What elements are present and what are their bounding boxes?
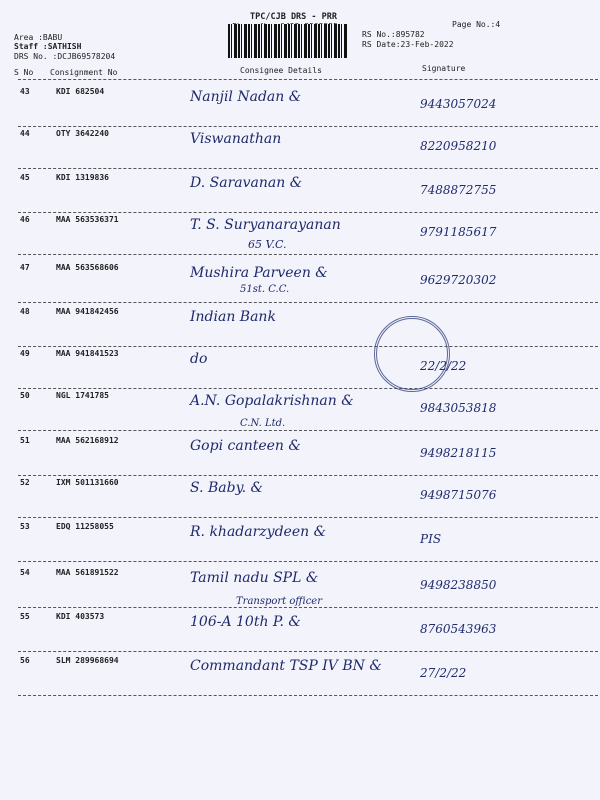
- row-sno: 52: [20, 478, 30, 487]
- row-signature: 8220958210: [420, 139, 497, 153]
- r47-line2: 51st. C.C.: [240, 284, 290, 295]
- row-signature: PIS: [420, 532, 442, 546]
- row-divider: [18, 430, 598, 431]
- row-consignee: Gopi canteen &: [190, 438, 301, 454]
- row-consignee: Viswanathan: [190, 131, 282, 147]
- row-consignee: Tamil nadu SPL &: [190, 570, 319, 586]
- row-consignee: A.N. Gopalakrishnan &: [190, 393, 354, 409]
- row-sno: 53: [20, 522, 30, 531]
- area-label: Area :BABU: [14, 33, 63, 42]
- row-consignee: D. Saravanan &: [190, 175, 303, 191]
- row-divider: [18, 561, 598, 562]
- row-consignment: KDI 682504: [56, 87, 105, 96]
- row-consignment: MAA 561891522: [56, 568, 119, 577]
- row-signature: 8760543963: [420, 622, 497, 636]
- row-divider: [18, 168, 598, 169]
- row-consignment: IXM 501131660: [56, 478, 119, 487]
- page-number: Page No.:4: [452, 20, 501, 29]
- bank-seal-stamp: [374, 316, 450, 392]
- row-consignee: Nanjil Nadan &: [190, 89, 302, 105]
- row-consignment: MAA 563536371: [56, 215, 119, 224]
- row-sno: 45: [20, 173, 30, 182]
- drs-number: DRS No. :DCJB69578204: [14, 52, 116, 61]
- row-consignment: SLM 289968694: [56, 656, 119, 665]
- row-sno: 47: [20, 263, 30, 272]
- row-consignment: MAA 941842456: [56, 307, 119, 316]
- row-divider: [18, 212, 598, 213]
- row-signature: 9498238850: [420, 578, 497, 592]
- row-divider: [18, 302, 598, 303]
- row-divider: [18, 607, 598, 608]
- row-consignee: Commandant TSP IV BN &: [190, 658, 382, 674]
- col-sno: S No: [14, 68, 34, 77]
- row-sno: 54: [20, 568, 30, 577]
- row-sno: 50: [20, 391, 30, 400]
- row-consignment: NGL 1741785: [56, 391, 109, 400]
- row-consignment: MAA 562168912: [56, 436, 119, 445]
- rs-date: RS Date:23-Feb-2022: [362, 40, 454, 49]
- row-sno: 51: [20, 436, 30, 445]
- row-divider: [18, 388, 598, 389]
- r46-line2: 65 V.C.: [248, 238, 287, 251]
- r50-line2: C.N. Ltd.: [240, 418, 286, 429]
- row-sno: 56: [20, 656, 30, 665]
- row-divider: [18, 517, 598, 518]
- header-divider: [18, 79, 598, 80]
- row-sno: 46: [20, 215, 30, 224]
- row-divider: [18, 126, 598, 127]
- row-divider: [18, 651, 598, 652]
- row-signature: 9443057024: [420, 97, 497, 111]
- row-consignee: Indian Bank: [190, 309, 276, 325]
- row-sno: 48: [20, 307, 30, 316]
- document-title: TPC/CJB DRS - PRR: [250, 12, 337, 22]
- row-signature: 9498715076: [420, 488, 497, 502]
- row-consignment: KDI 403573: [56, 612, 105, 621]
- col-signature: Signature: [422, 64, 466, 73]
- r54-line2: Transport officer: [236, 596, 322, 607]
- row-consignment: OTY 3642240: [56, 129, 109, 138]
- row-consignee: do: [190, 351, 208, 367]
- row-sno: 49: [20, 349, 30, 358]
- col-consignment: Consignment No: [50, 68, 118, 77]
- row-consignee: R. khadarzydeen &: [190, 524, 327, 540]
- row-consignment: MAA 941841523: [56, 349, 119, 358]
- barcode: [228, 24, 348, 58]
- row-signature: 9498218115: [420, 446, 497, 460]
- row-consignee: T. S. Suryanarayanan: [190, 217, 341, 233]
- row-signature: 9843053818: [420, 401, 497, 415]
- row-consignee: S. Baby. &: [190, 480, 264, 496]
- row-signature: 9629720302: [420, 273, 497, 287]
- row-divider: [18, 695, 598, 696]
- row-consignment: MAA 563568606: [56, 263, 119, 272]
- row-sno: 44: [20, 129, 30, 138]
- row-consignment: EDQ 11258055: [56, 522, 114, 531]
- row-consignment: KDI 1319836: [56, 173, 109, 182]
- row-consignee: Mushira Parveen &: [190, 265, 328, 281]
- row-consignee: 106-A 10th P. &: [190, 614, 301, 630]
- row-signature: 9791185617: [420, 225, 497, 239]
- row-signature: 22/2/22: [420, 359, 467, 373]
- row-sno: 55: [20, 612, 30, 621]
- row-divider: [18, 254, 598, 255]
- row-divider: [18, 475, 598, 476]
- row-divider: [18, 346, 598, 347]
- row-signature: 27/2/22: [420, 666, 467, 680]
- staff-label: Staff :SATHISH: [14, 42, 82, 51]
- row-sno: 43: [20, 87, 30, 96]
- col-consignee: Consignee Details: [240, 66, 322, 75]
- rs-number: RS No.:895782: [362, 30, 425, 39]
- row-signature: 7488872755: [420, 183, 497, 197]
